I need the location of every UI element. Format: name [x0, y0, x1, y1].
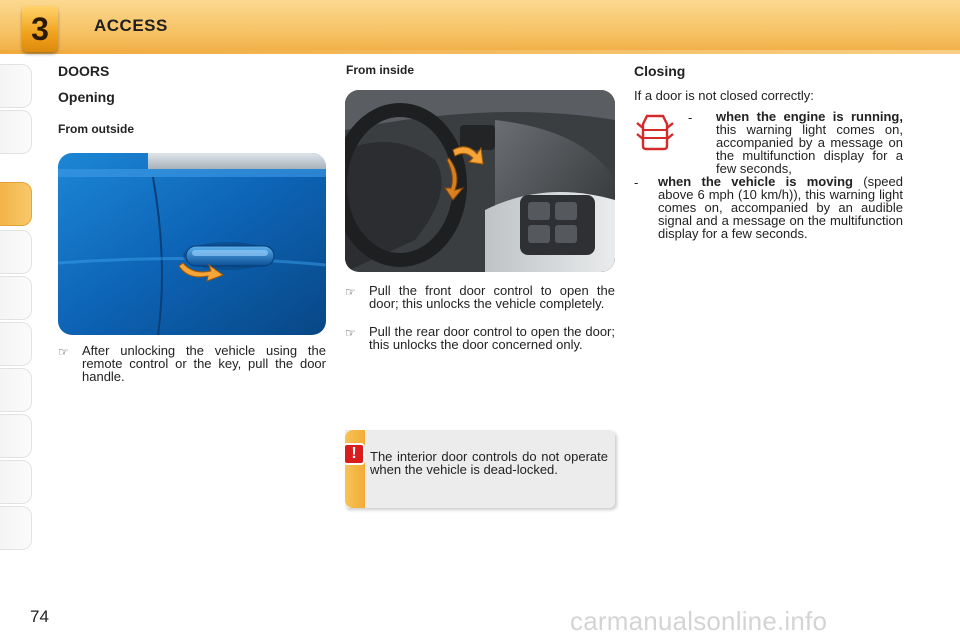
- chapter-tab-6[interactable]: [0, 322, 32, 366]
- inside-instruction-2: [345, 325, 615, 351]
- item2-dash: -: [634, 175, 639, 190]
- inside-instruction-1-text: Pull the front door control to open the door; this unlocks the vehicle completely.: [369, 283, 615, 311]
- chapter-tab-3-active[interactable]: [0, 182, 32, 226]
- pointing-finger-icon: ☞: [58, 345, 69, 359]
- outside-instruction-text: After unlocking the vehicle using the remote control or the key, pull the door handle.: [82, 343, 326, 384]
- chapter-tab-9[interactable]: [0, 460, 32, 504]
- inside-instruction-2-text: Pull the rear door control to open the door; this unlocks the door concerned only.: [369, 324, 615, 352]
- page-title: ACCESS: [94, 16, 168, 35]
- warning-accent-bar: [345, 430, 365, 508]
- closing-heading: Closing: [634, 63, 686, 79]
- outside-door-photo: [58, 153, 326, 335]
- inside-door-photo: [345, 90, 615, 272]
- watermark: carmanualsonline.info: [570, 606, 828, 636]
- chapter-badge: [22, 6, 58, 52]
- inside-instruction-1: [345, 284, 615, 310]
- warning-text: The interior door controls do not operate when the vehicle is dead-locked.: [370, 449, 608, 477]
- door-open-warning-icon: [636, 112, 674, 152]
- outside-door-illustration: [58, 153, 326, 335]
- pointing-finger-icon: ☞: [345, 285, 356, 299]
- chapter-tab-8[interactable]: [0, 414, 32, 458]
- chapter-tab-10[interactable]: [0, 506, 32, 550]
- chapter-tab-2[interactable]: [0, 110, 32, 154]
- item2-text: [658, 175, 903, 240]
- chapter-number: 3: [31, 10, 49, 47]
- item1-body: this warning light comes on, accompanied by a message on the multifunction display for a few seconds,: [716, 122, 903, 176]
- opening-heading: Opening: [58, 89, 115, 105]
- item1-text: [716, 110, 903, 175]
- inside-door-illustration: [345, 90, 615, 272]
- from-inside-label: From inside: [346, 63, 415, 77]
- pointing-finger-icon: ☞: [345, 326, 356, 340]
- from-outside-label: From outside: [58, 122, 135, 136]
- header-divider: [0, 50, 960, 54]
- item1-bold: when the engine is running,: [716, 109, 903, 124]
- chapter-tab-rail: [0, 64, 32, 574]
- item2-bold: when the vehicle is moving: [658, 174, 853, 189]
- closing-intro: If a door is not closed correctly:: [634, 88, 814, 103]
- chapter-tab-5[interactable]: [0, 276, 32, 320]
- chapter-tab-4[interactable]: [0, 230, 32, 274]
- exclamation-warning-icon: !: [343, 443, 365, 465]
- outside-instruction: [58, 344, 326, 383]
- chapter-tab-7[interactable]: [0, 368, 32, 412]
- item2-body: (speed above 6 mph (10 km/h)), this warning light comes on, accompanied by an audible signal and a message on the multifunction display for a few seconds.: [658, 174, 903, 241]
- item1-dash: -: [688, 110, 693, 125]
- doors-heading: DOORS: [58, 63, 110, 79]
- chapter-tab-1[interactable]: [0, 64, 32, 108]
- page-number: 74: [30, 607, 49, 626]
